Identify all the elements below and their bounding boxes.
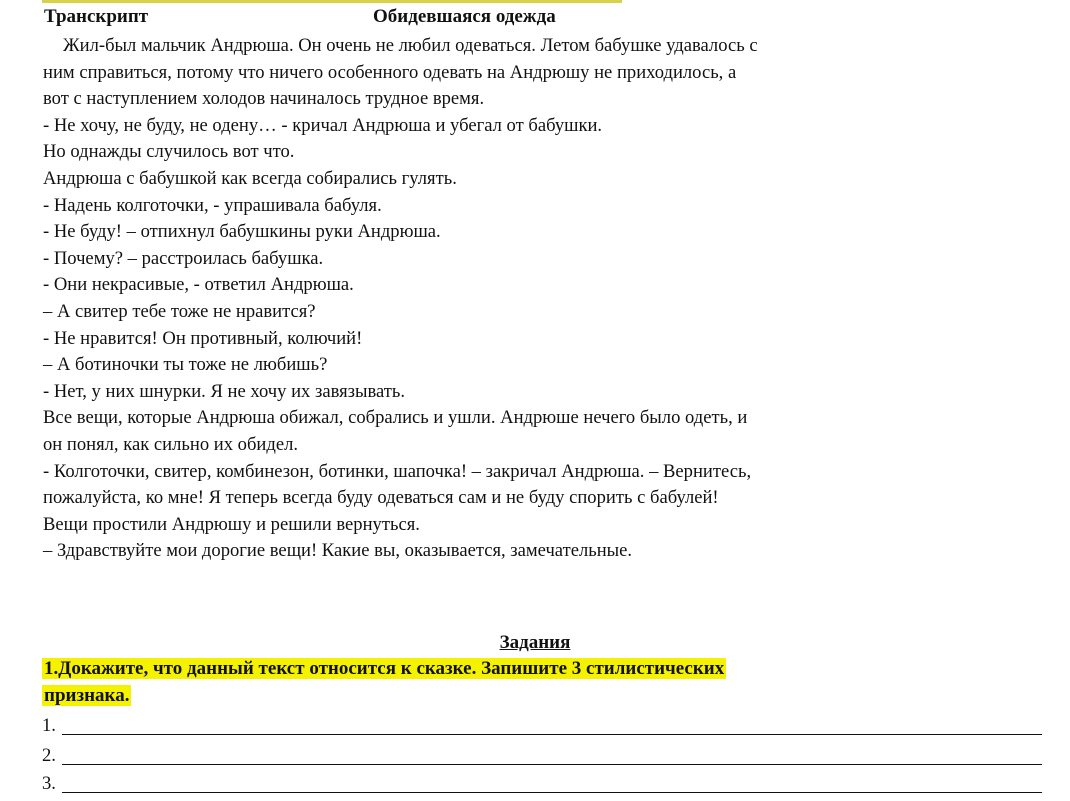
task-1-text: 1.Докажите, что данный текст относится к сказке. Запишите 3 стилистических [44, 658, 725, 679]
story-line: ним справиться, потому что ничего особенного одевать на Андрюшу не приходилось, а [43, 61, 737, 83]
story-line: Жил-был мальчик Андрюша. Он очень не любил одеваться. Летом бабушке удавалось с [63, 35, 758, 56]
story-title: Обидевшаяся одежда [373, 6, 556, 27]
answer-number: 1. [42, 715, 56, 736]
answer-number: 2. [42, 745, 56, 766]
task-1-line-1 [42, 656, 726, 682]
story-line: Все вещи, которые Андрюша обижал, собрались и ушли. Андрюше нечего было одеть, и [43, 407, 748, 429]
story-line: - Они некрасивые, - ответил Андрюша. [43, 274, 354, 296]
answer-row-2[interactable] [42, 743, 1042, 769]
answer-blank-line[interactable] [62, 792, 1042, 793]
story-line: – А свитер тебе тоже не нравится? [43, 300, 316, 322]
task-1-text-continued: признака. [44, 685, 130, 706]
answer-row-1[interactable] [42, 713, 1042, 739]
story-line: – Здравствуйте мои дорогие вещи! Какие вы, оказывается, замечательные. [43, 540, 633, 562]
story-line: - Не буду! – отпихнул бабушкины руки Андрюша. [43, 221, 441, 243]
answer-row-3[interactable] [42, 771, 1042, 797]
story-line: Вещи простили Андрюшу и решили вернуться. [43, 513, 420, 535]
story-line: - Колготочки, свитер, комбинезон, ботинки, шапочка! – закричал Андрюша. – Вернитесь, [43, 460, 752, 482]
tasks-heading: Задания [499, 632, 571, 653]
story-line: – А ботиночки ты тоже не любишь? [43, 354, 328, 376]
story-line: Но однажды случилось вот что. [43, 141, 295, 163]
top-rule [42, 0, 622, 3]
story-line: - Почему? – расстроилась бабушка. [43, 247, 324, 269]
story-line: пожалуйста, ко мне! Я теперь всегда буду одеваться сам и не буду спорить с бабулей! [43, 487, 719, 509]
story-line: - Нет, у них шнурки. Я не хочу их завязывать. [43, 380, 406, 402]
story-line: - Надень колготочки, - упрашивала бабуля. [43, 194, 382, 216]
story-body [43, 33, 1043, 565]
story-line: - Не нравится! Он противный, колючий! [43, 327, 363, 349]
answer-blank-line[interactable] [62, 734, 1042, 735]
story-line: Андрюша с бабушкой как всегда собирались гулять. [43, 167, 457, 189]
answer-number: 3. [42, 773, 56, 794]
answer-blank-line[interactable] [62, 764, 1042, 765]
story-line: вот с наступлением холодов начиналось трудное время. [43, 88, 485, 110]
story-line: он понял, как сильно их обидел. [43, 433, 299, 455]
story-line: - Не хочу, не буду, не одену… - кричал Андрюша и убегал от бабушки. [43, 114, 603, 136]
transcript-label: Транскрипт [44, 6, 149, 27]
task-1-line-2 [42, 683, 131, 709]
document-header [44, 6, 1044, 30]
